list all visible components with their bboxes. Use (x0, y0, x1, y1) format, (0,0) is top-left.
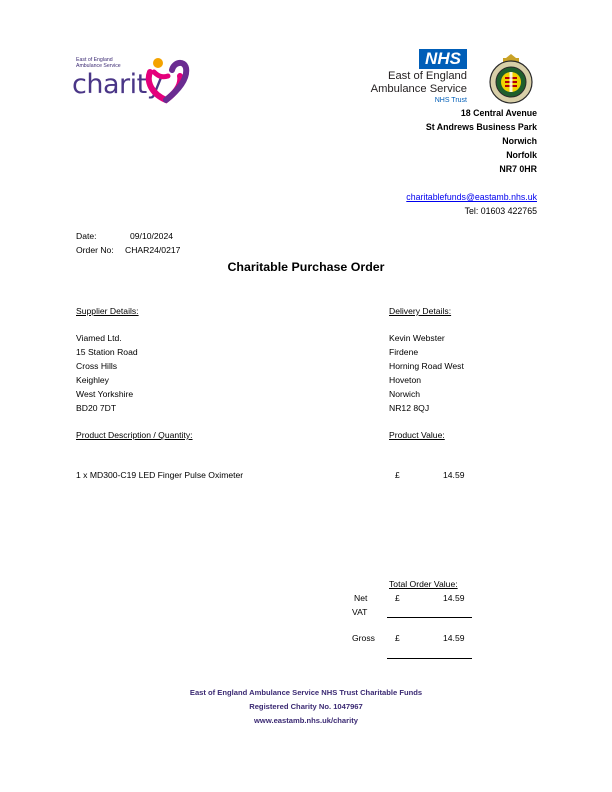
supplier-line: 15 Station Road (76, 347, 138, 357)
document-title: Charitable Purchase Order (227, 260, 385, 274)
gross-label: Gross (352, 633, 375, 643)
charity-logo (70, 52, 200, 108)
delivery-line: Hoveton (389, 375, 422, 385)
net-value: 14.59 (443, 593, 465, 603)
product-currency: £ (395, 470, 400, 480)
supplier-line: Viamed Ltd. (76, 333, 122, 343)
email-link[interactable]: charitablefunds@eastamb.nhs.uk (406, 192, 537, 202)
gross-value: 14.59 (443, 633, 465, 643)
trust-line2: Ambulance Service (370, 83, 467, 95)
product-desc-heading: Product Description / Quantity: (76, 430, 193, 440)
supplier-heading: Supplier Details: (76, 306, 139, 316)
date-value: 09/10/2024 (130, 231, 174, 241)
net-label: Net (354, 593, 368, 603)
delivery-heading: Delivery Details: (389, 306, 452, 316)
net-currency: £ (395, 593, 400, 603)
logo-line2: Ambulance Service (76, 63, 121, 69)
vat-rule (387, 617, 472, 618)
address-line2: St Andrews Business Park (425, 122, 537, 132)
delivery-line: Norwich (389, 389, 421, 399)
heart-person-icon (144, 54, 194, 104)
product-item-value: 14.59 (443, 470, 465, 480)
address-line1: 18 Central Avenue (460, 108, 537, 118)
product-value-heading: Product Value: (389, 430, 445, 440)
trust-name (371, 70, 467, 96)
order-value: CHAR24/0217 (125, 245, 181, 255)
supplier-line: West Yorkshire (76, 389, 134, 399)
delivery-line: Firdene (389, 347, 419, 357)
gross-currency: £ (395, 633, 400, 643)
supplier-line: BD20 7DT (76, 403, 117, 413)
trust-line1: East of England (388, 70, 467, 82)
vat-label: VAT (352, 607, 368, 617)
total-heading: Total Order Value: (389, 579, 458, 589)
delivery-line: NR12 8QJ (389, 403, 430, 413)
footer-line1: East of England Ambulance Service NHS Trust Charitable Funds (189, 688, 423, 697)
gross-rule (387, 658, 472, 659)
supplier-line: Cross Hills (76, 361, 118, 371)
telephone: Tel: 01603 422765 (464, 206, 537, 216)
logo-line1: East of England (76, 57, 113, 63)
trust-sub: NHS Trust (434, 97, 467, 104)
supplier-line: Keighley (76, 375, 109, 385)
nhs-logo: NHS (419, 49, 467, 69)
address-line3: Norwich (502, 136, 537, 146)
delivery-line: Horning Road West (389, 361, 464, 371)
address-line5: NR7 0HR (499, 164, 537, 174)
address-line4: Norfolk (506, 150, 537, 160)
ambulance-crest-icon (485, 48, 537, 106)
order-label: Order No: (76, 245, 114, 255)
logo-word: charity (72, 69, 163, 100)
delivery-line: Kevin Webster (389, 333, 445, 343)
footer-line2: Registered Charity No. 1047967 (249, 702, 363, 711)
footer-link[interactable]: www.eastamb.nhs.uk/charity (254, 716, 358, 725)
product-item-desc: 1 x MD300-C19 LED Finger Pulse Oximeter (76, 470, 244, 480)
date-label: Date: (76, 231, 97, 241)
